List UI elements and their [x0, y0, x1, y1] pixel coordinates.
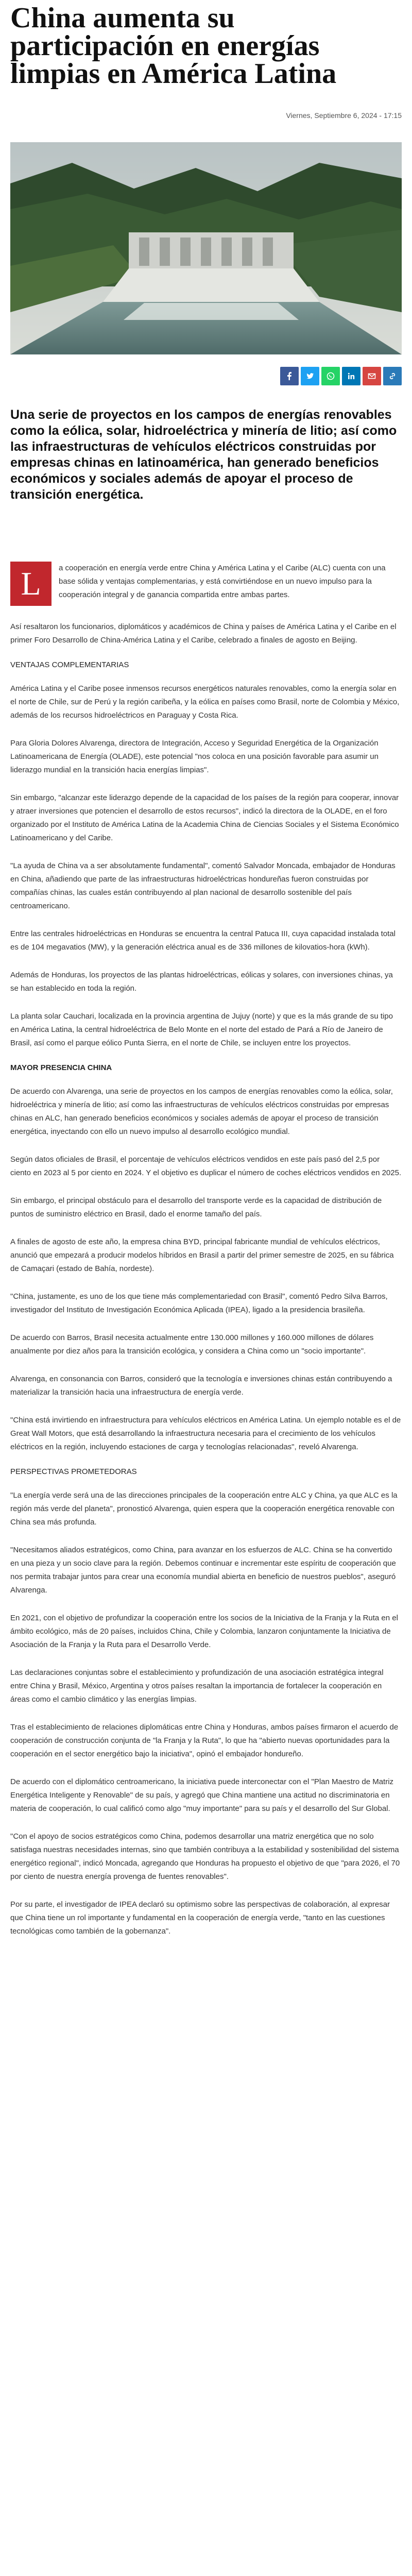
first-paragraph: a cooperación en energía verde entre China y América Latina y el Caribe (ALC) cuenta con una base sólida y ventajas complementarias, y está convirtiéndose en un nuevo impulso para la cooperación integral y de ganancia compartida entre ambas partes. [59, 564, 386, 599]
paragraph: Además de Honduras, los proyectos de las plantas hidroeléctricas, eólicas y solares, con inversiones chinas, ya se han establecido en toda la región. [10, 971, 393, 993]
first-paragraph-block [10, 562, 402, 606]
paragraph: "La energía verde será una de las direcciones principales de la cooperación entre ALC y China, ya que ALC es la región más verde del planeta", pronosticó Alvarenga, quien espera que la cooperación energética renovable con China sea más profunda. [10, 1491, 398, 1527]
hero-image [10, 142, 402, 354]
paragraph: De acuerdo con Alvarenga, una serie de proyectos en los campos de energías renovables como la eólica, solar, hidroeléctrica y minería de litio; así como las infraestructuras de vehículos eléctricos construidas por empresas chinas en ALC, han generado beneficios económicos y sociales además de apoyar el proceso de transición energética, inyectando con ello un nuevo impulso al desarrollo ecológico mundial. [10, 1087, 393, 1136]
article-body [10, 620, 402, 1953]
linkedin-icon [347, 371, 356, 381]
share-bar [280, 367, 402, 385]
paragraph: La planta solar Cauchari, localizada en la provincia argentina de Jujuy (norte) y que es la más grande de su tipo en América Latina, la central hidroeléctrica de Belo Monte en el norte del estado de Pará a Río de Janeiro de Brasil, así como el parque eólico Punta Sierra, en el norte de Chile, se incluyen entre los proyectos. [10, 1012, 393, 1047]
email-icon [367, 371, 376, 381]
article-lead: Una serie de proyectos en los campos de energías renovables como la eólica, solar, hidroeléctrica y minería de litio; así como las infraestructuras de vehículos eléctricos construidas por empresas chinas en latinoamérica, han generado beneficios económicos y sociales además de apoyar el proceso de transición energética. [10, 408, 397, 502]
paragraph: Las declaraciones conjuntas sobre el establecimiento y profundización de una asociación estratégica integral entre China y Brasil, México, Argentina y otros países resaltan la importancia de fortalecer la cooperación en áreas como el cambio climático y las energías limpias. [10, 1668, 384, 1704]
share-facebook-button[interactable] [280, 367, 299, 385]
publish-date: Viernes, Septiembre 6, 2024 - 17:15 [286, 111, 402, 120]
article-title: China aumenta su participación en energías limpias en América Latina [10, 2, 337, 90]
paragraph: Así resaltaron los funcionarios, diplomáticos y académicos de China y países de América Latina y el Caribe en el primer Foro Desarrollo de China-América Latina y el Caribe, celebrado a finales de agosto en Beijing. [10, 622, 397, 645]
paragraph: De acuerdo con Barros, Brasil necesita actualmente entre 130.000 millones y 160.000 millones de dólares anualmente por diez años para la transición ecológica, y considera a China como un "socio importante". [10, 1333, 374, 1355]
share-linkedin-button[interactable] [342, 367, 360, 385]
paragraph: "La ayuda de China va a ser absolutamente fundamental", comentó Salvador Moncada, embajador de Honduras en China, añadiendo que parte de las infraestructuras hidroeléctricas hondureñas fueron construidas por compañías chinas, las cuales están contribuyendo al plan nacional de desarrollo sostenible del país centroamericano. [10, 861, 396, 910]
paragraph: "Necesitamos aliados estratégicos, como China, para avanzar en los esfuerzos de ALC. China se ha convertido en una pieza y un socio clave para la región. Debemos continuar e incrementar este espíritu de cooperación que nos permita trabajar juntos para crear una economía mundial abierta en beneficio de nuestros pueblos", aseguró Alvarenga. [10, 1546, 396, 1595]
paragraph: "China está invirtiendo en infraestructura para vehículos eléctricos en América Latina. Un ejemplo notable es el de Great Wall Motors, que está desarrollando la infraestructura necesaria para el crecimiento de los vehículos eléctricos en la región, incluyendo estaciones de carga y tecnologías relacionadas", reveló Alvarenga. [10, 1416, 401, 1451]
paragraph: Por su parte, el investigador de IPEA declaró su optimismo sobre las perspectivas de colaboración, al expresar que China tiene un rol importante y fundamental en la cooperación de energía verde, "tanto en las cuestiones tecnológicas como también de la gobernanza". [10, 1900, 390, 1936]
share-twitter-button[interactable] [301, 367, 319, 385]
drop-cap: L [10, 562, 52, 606]
link-icon [388, 371, 397, 381]
section-heading: VENTAJAS COMPLEMENTARIAS [10, 660, 129, 669]
facebook-icon [285, 371, 294, 381]
paragraph: Alvarenga, en consonancia con Barros, consideró que la tecnología e inversiones chinas están contribuyendo a materializar la transición hacia una infraestructura de energía verde. [10, 1375, 392, 1397]
section-heading: PERSPECTIVAS PROMETEDORAS [10, 1467, 137, 1476]
whatsapp-icon [326, 371, 335, 381]
paragraph: Entre las centrales hidroeléctricas en Honduras se encuentra la central Patuca III, cuya capacidad instalada total es de 104 megavatios (MW), y la generación eléctrica anual es de 336 millones de kilovatios-hora (kWh). [10, 929, 396, 952]
paragraph: Tras el establecimiento de relaciones diplomáticas entre China y Honduras, ambos países firmaron el acuerdo de cooperación de construcción conjunta de "la Franja y la Ruta", lo que ha "abierto nuevas oportunidades para la cooperación en el sector energético bajo la iniciativa", opinó el embajador hondureño. [10, 1723, 399, 1758]
paragraph: "China, justamente, es uno de los que tiene más complementariedad con Brasil", comentó Pedro Silva Barros, investigador del Instituto de Investigación Económica Aplicada (IPEA), ligado a la presidencia brasileña. [10, 1292, 388, 1314]
paragraph: Sin embargo, el principal obstáculo para el desarrollo del transporte verde es la capacidad de distribución de puntos de suministro eléctrico en Brasil, dado el enorme tamaño del país. [10, 1196, 382, 1218]
paragraph: A finales de agosto de este año, la empresa china BYD, principal fabricante mundial de vehículos eléctricos, anunció que empezará a producir modelos híbridos en Brasil a partir del primer semestre de 2025, en su fábrica de Camaçari (estado de Bahía, nordeste). [10, 1238, 394, 1273]
section-heading: MAYOR PRESENCIA CHINA [10, 1063, 112, 1072]
paragraph: Según datos oficiales de Brasil, el porcentaje de vehículos eléctricos vendidos en este país pasó del 2,5 por ciento en 2023 al 5 por ciento en 2024. Y el objetivo es duplicar el número de coches eléctricos vendidos en 2025. [10, 1155, 402, 1177]
paragraph: De acuerdo con el diplomático centroamericano, la iniciativa puede interconectar con el "Plan Maestro de Matriz Energética Inteligente y Renovable" de su país, y agregó que China mantiene una actitud no discriminatoria en materia de cooperación, lo cual calificó como algo "muy importante" para su país y el desarrollo del Sur Global. [10, 1777, 394, 1813]
paragraph: Para Gloria Dolores Alvarenga, directora de Integración, Acceso y Seguridad Energética de la Organización Latinoamericana de Energía (OLADE), este potencial "nos coloca en una posición favorable para asumir un liderazgo mundial en la transición hacia energías limpias". [10, 739, 379, 774]
share-link-button[interactable] [383, 367, 402, 385]
paragraph: En 2021, con el objetivo de profundizar la cooperación entre los socios de la Iniciativa de la Franja y la Ruta en el ámbito ecológico, más de 20 países, incluidos China, Chile y Colombia, lanzaron conjuntamente la Iniciativa de Asociación de la Franja y la Ruta para el Desarrollo Verde. [10, 1614, 398, 1649]
share-email-button[interactable] [363, 367, 381, 385]
share-whatsapp-button[interactable] [321, 367, 340, 385]
paragraph: América Latina y el Caribe posee inmensos recursos energéticos naturales renovables, como la energía solar en el norte de Chile, sur de Perú y la región caribeña, y la eólica en países como Brasil, norte de Colombia y México, además de los recursos hidroeléctricos en Paraguay y Costa Rica. [10, 684, 400, 720]
twitter-icon [305, 371, 315, 381]
paragraph: Sin embargo, "alcanzar este liderazgo depende de la capacidad de los países de la región para cooperar, innovar y atraer inversiones que potencien el desarrollo de estos recursos", indicó la directora de la OLADE, en el foro organizado por el Instituto de América Latina de la Academia China de Ciencias Sociales y el Sistema Económico Latinoamericano y del Caribe. [10, 793, 399, 842]
paragraph: "Con el apoyo de socios estratégicos como China, podemos desarrollar una matriz energética que no solo satisfaga nuestras necesidades internas, sino que también contribuya a la estabilidad y sostenibilidad del sistema energético regional", indicó Moncada, agregando que Honduras ha propuesto el objetivo de que "para 2026, el 70 por ciento de nuestra energía provenga de fuentes renovables". [10, 1832, 400, 1881]
